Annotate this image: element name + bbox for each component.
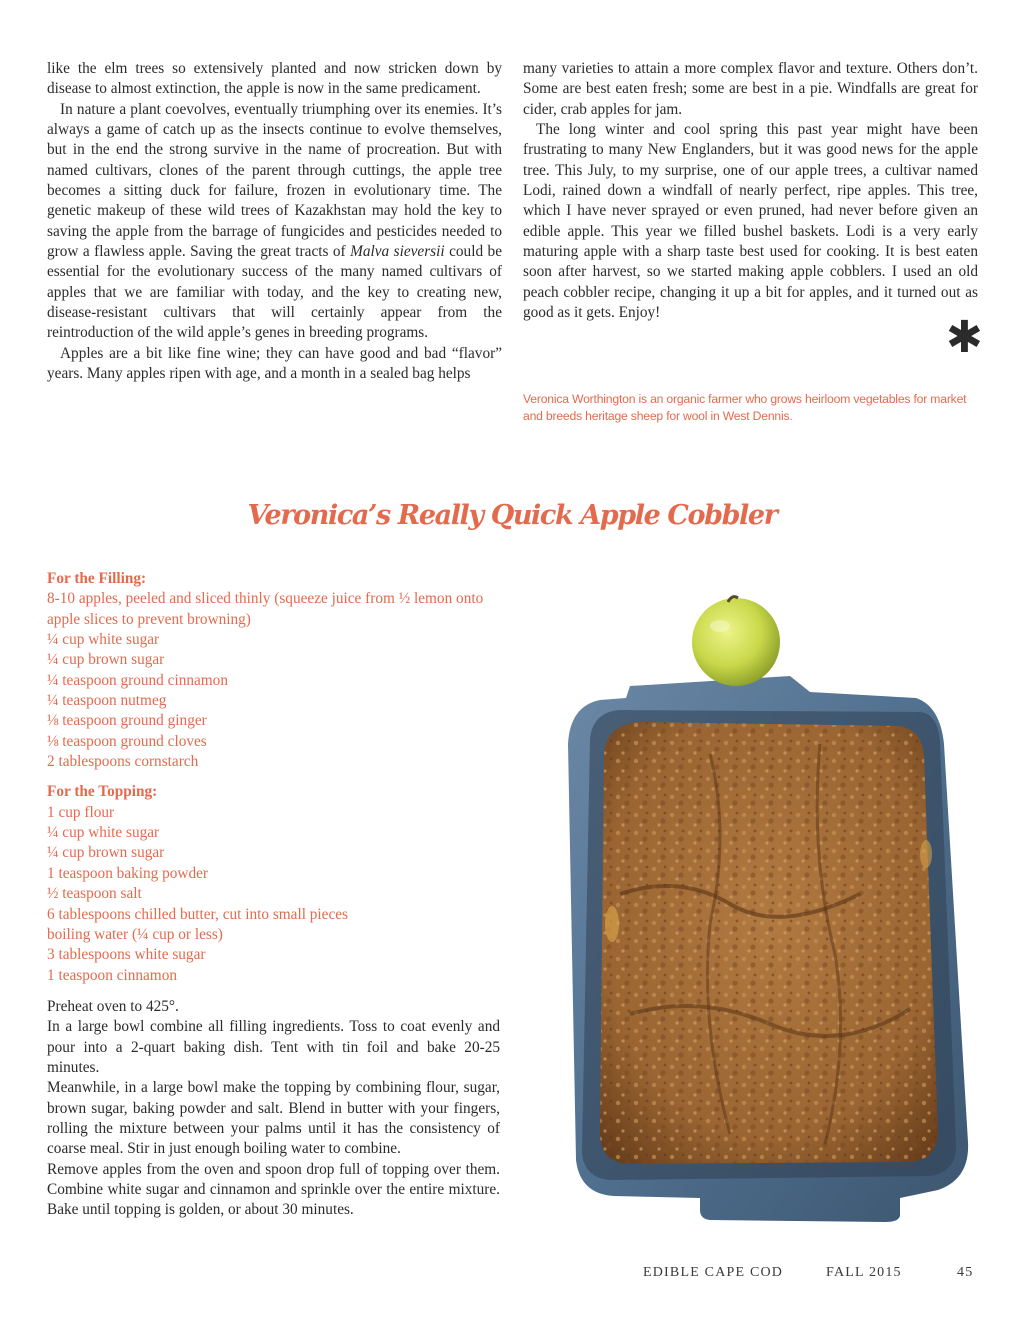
method-step: Preheat oven to 425°. [47,998,179,1015]
method-step: Meanwhile, in a large bowl make the topping by combining flour, sugar, brown sugar, baking powder and salt. Blend in butter with your fingers, rolling the mixture between your palms until it has the consistency of coarse meal. Stir in just enough boiling water to combine. [47,1079,500,1158]
ingredient-item: 8-10 apples, peeled and sliced thinly (squeeze juice from ½ lemon onto apple slices to prevent browning) [47,590,484,628]
ingredient-item: 1 teaspoon baking powder [47,864,209,882]
footer-publication: EDIBLE CAPE COD [643,1265,784,1280]
article-paragraph: many varieties to attain a more complex flavor and texture. Others don’t. Some are best eaten fresh; some are best in a pie. Windfalls are great for cider, crab apples for jam. [523,60,978,118]
ingredient-item: ¼ teaspoon nutmeg [47,692,167,710]
spacer [47,772,502,782]
ingredient-item: ¼ teaspoon ground cinnamon [47,671,228,689]
cobbler-photo [560,594,972,1222]
ingredient-item: 6 tablespoons chilled butter, cut into small pieces [47,905,349,923]
article-paragraph: The long winter and cool spring this past year might have been frustrating to many New Englanders, but it was good news for the apple tree. This July, to my surprise, one of our apple trees, a cultivar named Lodi, rained down a windfall of nearly perfect, ripe apples. This tree, which I have never sprayed or even pruned, had never before given an edible apple. This year we filled bushel baskets. Lodi is a very early maturing apple with a sharp taste best used for cooking. It is best eaten soon after harvest, so we started making apple cobblers. I used an old peach cobbler recipe, changing it up a bit for apples, and it turned out as good as it gets. Enjoy! [523,121,978,322]
page-number: 45 [957,1265,974,1280]
ingredient-item: ¼ cup white sugar [47,631,160,649]
ingredient-item: ½ teaspoon salt [47,885,142,903]
ingredient-item: 1 teaspoon cinnamon [47,966,177,984]
article-paragraph: like the elm trees so extensively planted and now stricken down by disease to almost extinction, the apple is now in the same predicament. [47,60,502,98]
method-step: In a large bowl combine all filling ingredients. Toss to coat evenly and pour into a 2-quart baking dish. Tent with tin foil and bake 20-25 minutes. [47,1018,500,1077]
cobbler-filling [600,722,938,1164]
filling-heading: For the Filling: [47,570,147,587]
ingredient-item: ⅛ teaspoon ground cloves [47,732,207,750]
recipe-ingredients [47,569,502,986]
article-right-column [523,59,978,323]
author-bio: Veronica Worthington is an organic farmer who grows heirloom vegetables for market and breeds heritage sheep for wool in West Dennis. [523,392,967,423]
end-mark-icon: ✱ [946,312,983,363]
footer-issue: FALL 2015 [826,1265,902,1280]
species-name: Malva sieversii [350,243,445,261]
ingredient-item: ¼ cup brown sugar [47,844,165,862]
ingredient-item: ⅛ teaspoon ground ginger [47,712,207,730]
topping-heading: For the Topping: [47,783,158,801]
recipe-method [47,997,500,1221]
apple-image [692,597,780,686]
ingredient-item: ¼ cup brown sugar [47,651,165,669]
ingredient-item: 3 tablespoons white sugar [47,946,206,964]
ingredient-item: 1 cup flour [47,803,115,821]
method-step: Remove apples from the oven and spoon drop full of topping over them. Combine white sugar and cinnamon and sprinkle over the entire mixture. Bake until topping is golden, or about 30 minutes. [47,1160,500,1219]
article-paragraph: Apples are a bit like fine wine; they can have good and bad “flavor” years. Many apples ripen with age, and a month in a sealed bag helps [47,344,502,383]
recipe-title: Veronica’s Really Quick Apple Cobbler [247,500,777,531]
ingredient-item: boiling water (¼ cup or less) [47,925,223,943]
article-left-column [47,59,502,385]
article-paragraph: In nature a plant coevolves, eventually triumphing over its enemies. It’s always a game of catch up as the insects continue to evolve themselves, but in the end the strong survive in the name of procreation. But with named cultivars, clones of the parent through cuttings, the apple tree becomes a sitting duck for failure, frozen in evolutionary time. The genetic makeup of these wild trees of Kazakhstan may hold the key to saving the apple from the barrage of fungicides and pesticides needed to grow a flawless apple. Saving the great tracts of Malva sieversii could be essential for the evolutionary success of the many named cultivars of apples that we are familiar with today, and the key to creating new, disease-resistant cultivars that will certainly appear from the reintroduction of the wild apple’s genes in breeding programs. [47,100,502,342]
ingredient-item: ¼ cup white sugar [47,824,160,842]
ingredient-item: 2 tablespoons cornstarch [47,753,199,771]
